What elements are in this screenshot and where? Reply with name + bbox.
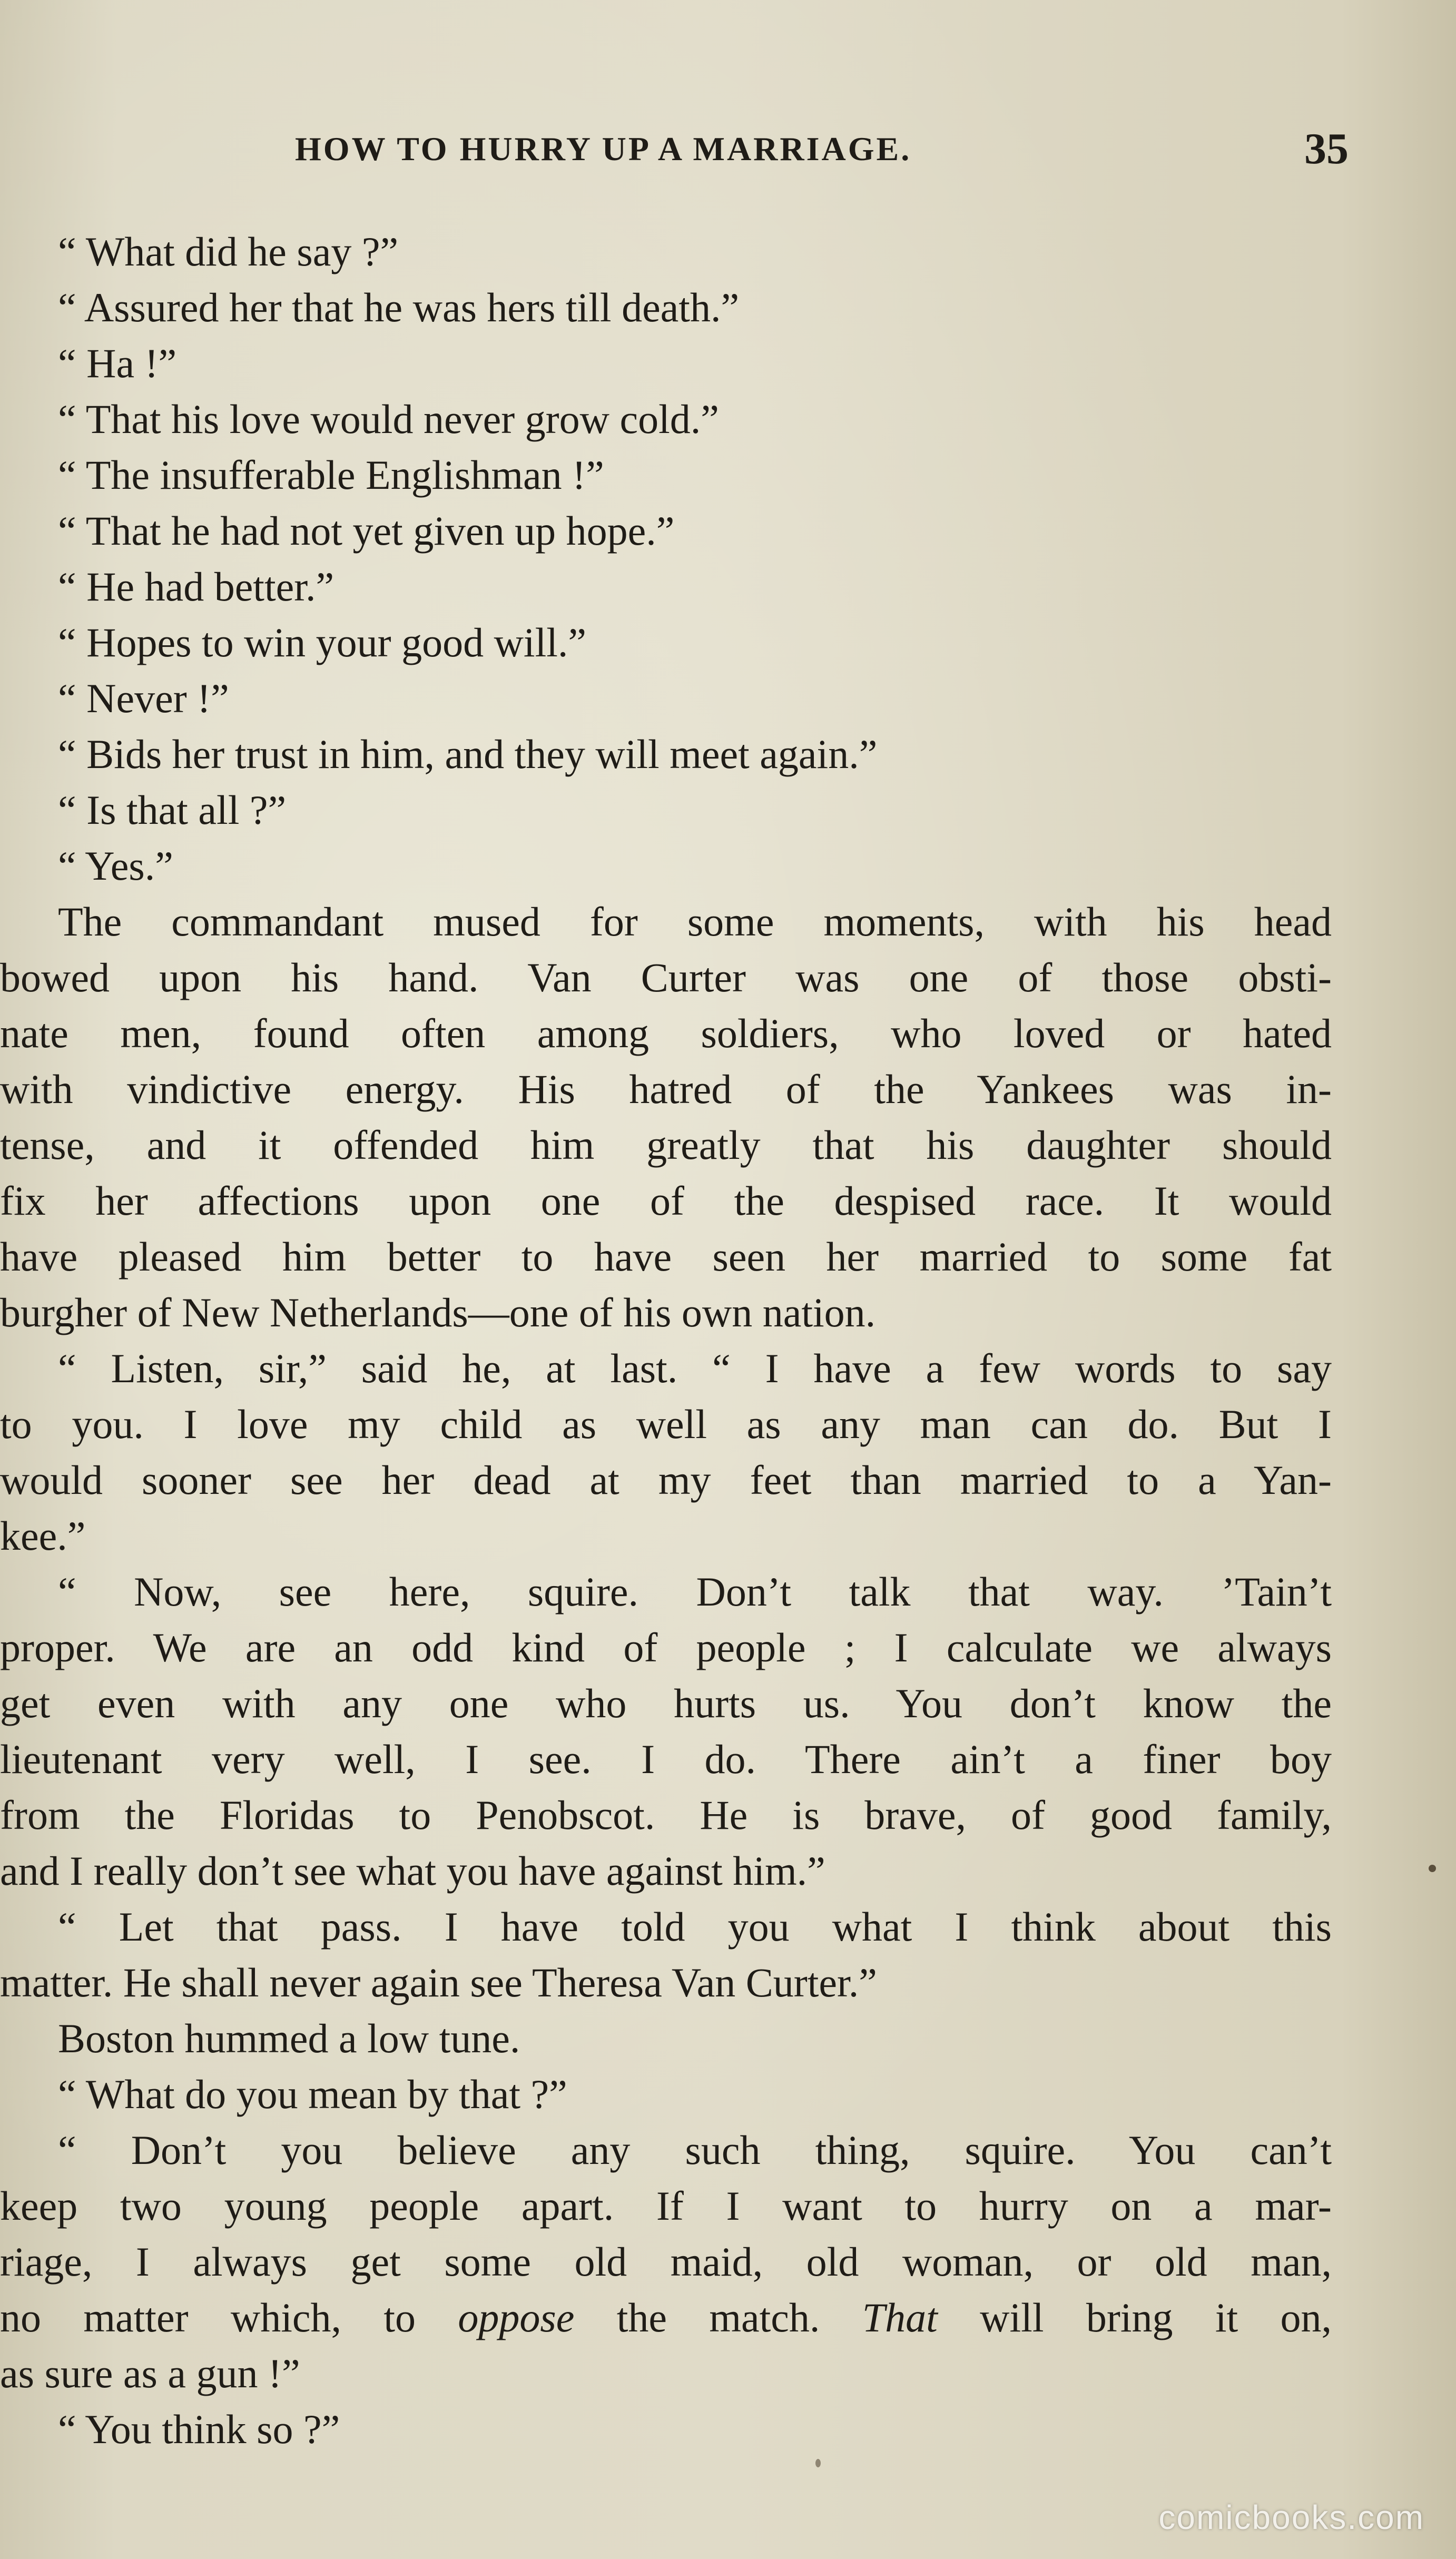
running-title: HOW TO HURRY UP A MARRIAGE.: [295, 130, 912, 168]
text-line: with vindictive energy. His hatred of the Yankees was in-: [0, 1066, 1332, 1112]
text-line: “ Assured her that he was hers till death.”: [58, 284, 740, 330]
watermark: comicbooks.com: [1158, 2498, 1424, 2536]
text-segment: the match.: [616, 2295, 820, 2340]
text-segment: will bring it on,: [980, 2295, 1332, 2340]
text-line: “ That his love would never grow cold.”: [58, 396, 719, 442]
text-line: “ Listen, sir,” said he, at last. “ I have a few words to say: [58, 1345, 1332, 1391]
page-number: 35: [1304, 124, 1349, 173]
text-line: [0, 2290, 1332, 2346]
paper-speck: [1429, 1865, 1436, 1872]
text-line: “ The insufferable Englishman !”: [58, 452, 604, 498]
text-line: bowed upon his hand. Van Curter was one of those obsti-: [0, 954, 1332, 1000]
text-line: have pleased him better to have seen her married to some fat: [0, 1234, 1332, 1280]
text-line: nate men, found often among soldiers, who loved or hated: [0, 1010, 1332, 1056]
text-segment: no matter which, to: [0, 2295, 416, 2340]
text-line: tense, and it offended him greatly that his daughter should: [0, 1122, 1332, 1168]
text-line: riage, I always get some old maid, old woman, or old man,: [0, 2239, 1332, 2285]
text-line: get even with any one who hurts us. You don’t know the: [0, 1680, 1332, 1726]
paper-speck: [815, 2459, 821, 2467]
text-line: “ Don’t you believe any such thing, squire. You can’t: [58, 2127, 1332, 2173]
text-line: matter. He shall never again see Theresa Van Curter.”: [0, 1960, 877, 2005]
italic-word: oppose: [458, 2295, 575, 2340]
text-line: “ He had better.”: [58, 564, 335, 609]
text-line: “ What did he say ?”: [58, 229, 399, 274]
body-text: [0, 224, 1332, 2457]
text-line: fix her affections upon one of the despised race. It would: [0, 1178, 1332, 1224]
text-line: and I really don’t see what you have against him.”: [0, 1848, 825, 1894]
text-line: kee.”: [0, 1513, 86, 1559]
text-line: “ Yes.”: [58, 843, 173, 889]
text-line: Boston hummed a low tune.: [58, 2015, 520, 2061]
text-line: lieutenant very well, I see. I do. There ain’t a finer boy: [0, 1736, 1332, 1782]
text-line: would sooner see her dead at my feet than married to a Yan-: [0, 1457, 1332, 1503]
text-line: “ What do you mean by that ?”: [58, 2071, 567, 2117]
text-line: proper. We are an odd kind of people ; I calculate we always: [0, 1625, 1332, 1670]
text-line: “ Now, see here, squire. Don’t talk that way. ’Tain’t: [58, 1569, 1332, 1615]
text-line: as sure as a gun !”: [0, 2350, 300, 2396]
text-line: “ Ha !”: [58, 340, 177, 386]
text-line: “ You think so ?”: [58, 2406, 340, 2452]
text-line: keep two young people apart. If I want to hurry on a mar-: [0, 2183, 1332, 2229]
text-line: from the Floridas to Penobscot. He is brave, of good family,: [0, 1792, 1332, 1838]
text-line: “ Never !”: [58, 675, 229, 721]
text-line: to you. I love my child as well as any man can do. But I: [0, 1401, 1332, 1447]
text-line: “ Is that all ?”: [58, 787, 287, 833]
page-header: [295, 120, 1349, 178]
text-line: “ Bids her trust in him, and they will meet again.”: [58, 731, 878, 777]
text-line: The commandant mused for some moments, with his head: [58, 899, 1332, 944]
text-line: “ Let that pass. I have told you what I think about this: [58, 1904, 1332, 1950]
italic-word: That: [862, 2295, 938, 2340]
text-line: “ That he had not yet given up hope.”: [58, 508, 675, 554]
text-line: burgher of New Netherlands—one of his own nation.: [0, 1290, 876, 1335]
text-line: “ Hopes to win your good will.”: [58, 619, 587, 665]
